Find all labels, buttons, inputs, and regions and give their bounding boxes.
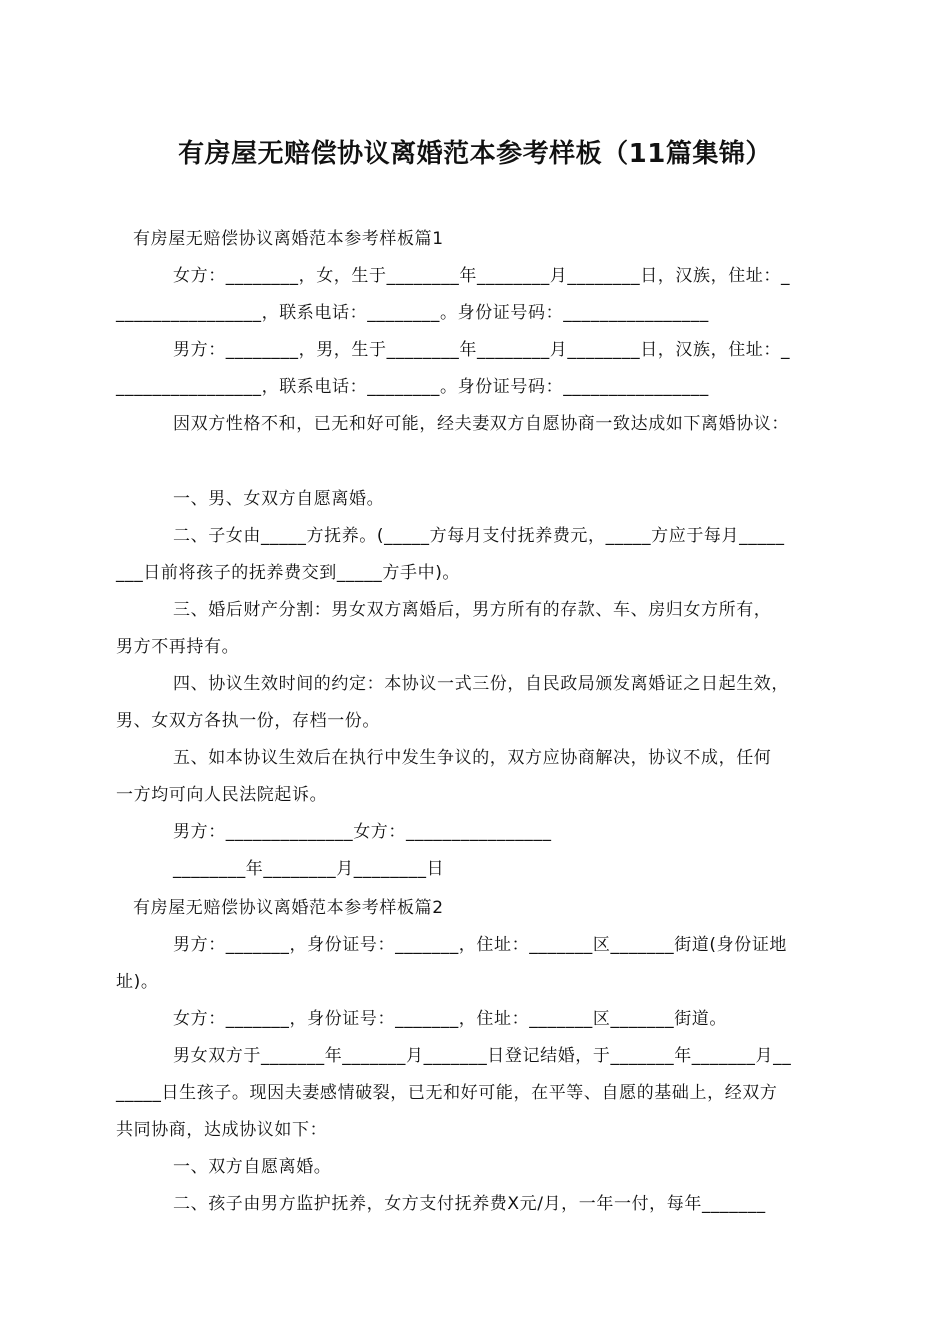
paragraph-line: 因双方性格不和，已无和好可能，经夫妻双方自愿协商一致达成如下离婚协议： xyxy=(173,414,789,434)
paragraph-line: 五、如本协议生效后在执行中发生争议的，双方应协商解决，协议不成，任何 xyxy=(173,748,772,768)
paragraph-line: 四、协议生效时间的约定：本协议一式三份，自民政局颁发离婚证之日起生效， xyxy=(173,674,789,694)
section-heading-1: 有房屋无赔偿协议离婚范本参考样板篇1 xyxy=(133,229,444,249)
paragraph-line: ________________，联系电话：________。身份证号码：________________ xyxy=(116,303,709,323)
paragraph-line: 一、男、女双方自愿离婚。 xyxy=(173,489,385,509)
paragraph-line: 男方：________，男，生于________年________月________日，汉族，住址：_ xyxy=(173,340,791,360)
paragraph-line: 二、子女由_____方抚养。(_____方每月支付抚养费元，_____方应于每月_____ xyxy=(173,526,785,546)
paragraph-line: 址)。 xyxy=(116,972,159,992)
date-line: ________年________月________日 xyxy=(173,859,445,879)
document-title: 有房屋无赔偿协议离婚范本参考样板（11篇集锦） xyxy=(178,139,772,169)
paragraph-line: 三、婚后财产分割：男女双方离婚后，男方所有的存款、车、房归女方所有， xyxy=(173,600,772,620)
paragraph-line: 男方：_______，身份证号：_______，住址：_______区_______街道(身份证地 xyxy=(173,935,788,955)
signature-line: 男方：______________女方：________________ xyxy=(173,822,552,842)
paragraph-line: 共同协商，达成协议如下： xyxy=(116,1120,328,1140)
paragraph-line: _____日生孩子。现因夫妻感情破裂，已无和好可能，在平等、自愿的基础上，经双方 xyxy=(116,1083,778,1103)
paragraph-line: 二、孩子由男方监护抚养，女方支付抚养费X元/月，一年一付，每年_______ xyxy=(173,1194,766,1214)
paragraph-line: ___日前将孩子的抚养费交到_____方手中)。 xyxy=(116,563,461,583)
paragraph-line: 一方均可向人民法院起诉。 xyxy=(116,785,328,805)
paragraph-line: 男方不再持有。 xyxy=(116,637,240,657)
paragraph-line: 一、双方自愿离婚。 xyxy=(173,1157,332,1177)
paragraph-line: 男、女双方各执一份，存档一份。 xyxy=(116,711,380,731)
paragraph-line: 女方：_______，身份证号：_______，住址：_______区_______街道。 xyxy=(173,1009,727,1029)
section-heading-2: 有房屋无赔偿协议离婚范本参考样板篇2 xyxy=(133,898,444,918)
paragraph-line: 男女双方于_______年_______月_______日登记结婚，于_______年_______月__ xyxy=(173,1046,792,1066)
paragraph-line: ________________，联系电话：________。身份证号码：________________ xyxy=(116,377,709,397)
paragraph-line: 女方：________，女，生于________年________月________日，汉族，住址：_ xyxy=(173,266,791,286)
